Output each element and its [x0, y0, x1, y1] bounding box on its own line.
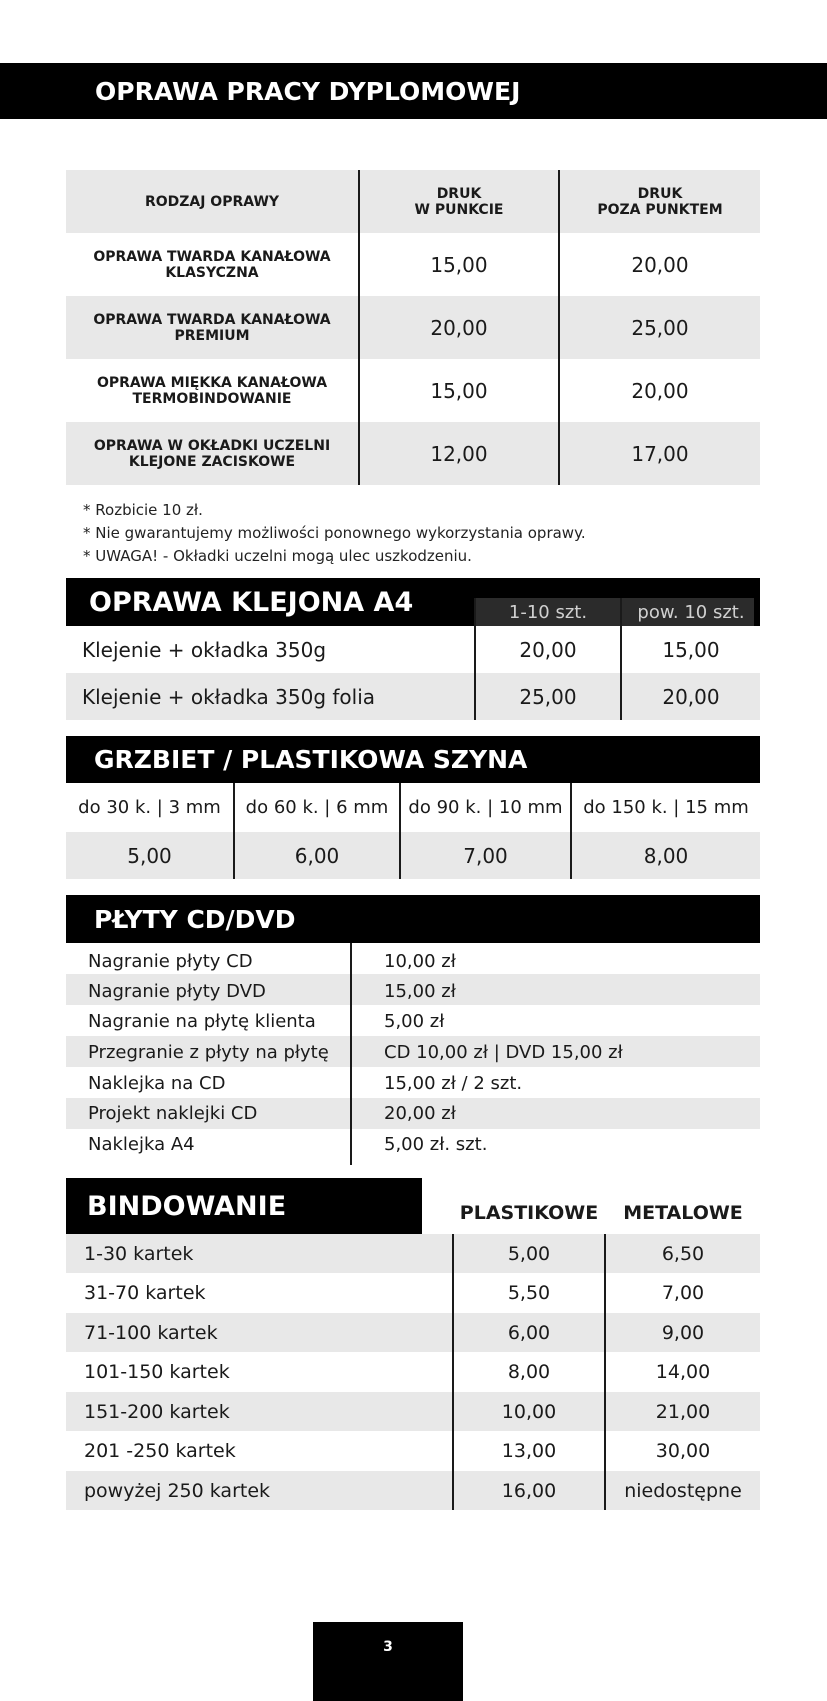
binding-row-metal: niedostępne: [624, 1479, 742, 1502]
thesis-header-type: RODZAJ OPRAWY: [144, 193, 280, 210]
spine-price: 8,00: [643, 843, 689, 868]
cd-row-name: Naklejka A4: [88, 1134, 195, 1155]
spine-size: do 30 k. | 3 mm: [78, 797, 221, 818]
thesis-header-out: DRUK POZA PUNKTEM: [597, 185, 723, 218]
binding-row-metal: 14,00: [655, 1361, 711, 1383]
binding-row-metal: 7,00: [661, 1282, 705, 1304]
column-divider: [474, 598, 476, 720]
glued-title: OPRAWA KLEJONA A4: [89, 586, 414, 618]
thesis-row-name: OPRAWA MIĘKKA KANAŁOWA TERMOBINDOWANIE: [96, 374, 328, 407]
column-divider: [233, 783, 235, 879]
spine-title: GRZBIET / PLASTIKOWA SZYNA: [94, 745, 528, 774]
glued-row-a: 25,00: [519, 684, 577, 709]
thesis-row-out: 25,00: [631, 315, 689, 340]
binding-row-plastic: 16,00: [501, 1479, 557, 1502]
binding-row-plastic: 5,50: [507, 1282, 551, 1304]
thesis-notes: [83, 499, 586, 568]
binding-row-metal: 30,00: [655, 1440, 711, 1462]
glued-row-b: 15,00: [662, 637, 720, 662]
cd-row-name: Przegranie z płyty na płytę: [88, 1042, 329, 1063]
binding-row-plastic: 10,00: [501, 1400, 557, 1423]
cd-row-name: Nagranie płyty CD: [88, 951, 253, 972]
cd-row-price: 20,00 zł: [384, 1103, 456, 1124]
glued-row-name: Klejenie + okładka 350g folia: [82, 684, 376, 709]
thesis-row-in: 15,00: [430, 378, 488, 403]
binding-row-name: 201 -250 kartek: [84, 1440, 236, 1462]
binding-row-name: 151-200 kartek: [84, 1400, 230, 1423]
binding-row-name: 31-70 kartek: [84, 1282, 206, 1304]
column-divider: [558, 170, 560, 485]
cd-row-name: Nagranie na płytę klienta: [88, 1011, 316, 1032]
column-divider: [350, 943, 352, 1165]
binding-row-metal: 21,00: [655, 1400, 711, 1423]
glued-row-a: 20,00: [519, 637, 577, 662]
cd-row-price: 5,00 zł: [384, 1011, 445, 1032]
note-line: * Nie gwarantujemy możliwości ponownego wykorzystania oprawy.: [83, 524, 586, 542]
column-divider: [399, 783, 401, 879]
spine-price: 6,00: [294, 843, 340, 868]
cd-row-price: CD 10,00 zł | DVD 15,00 zł: [384, 1042, 623, 1063]
binding-row-plastic: 6,00: [507, 1321, 551, 1344]
binding-row-name: 71-100 kartek: [84, 1321, 218, 1344]
spine-price: 7,00: [463, 843, 508, 868]
glued-row-b: 20,00: [662, 684, 720, 709]
cd-row-name: Nagranie płyty DVD: [88, 981, 266, 1002]
column-divider: [358, 170, 360, 485]
thesis-header-in: DRUK W PUNKCIE: [414, 185, 504, 218]
cd-row-price: 5,00 zł. szt.: [384, 1134, 488, 1155]
spine-size: do 90 k. | 10 mm: [408, 797, 563, 818]
binding-row-name: 101-150 kartek: [84, 1361, 230, 1383]
binding-title: BINDOWANIE: [87, 1190, 287, 1222]
thesis-row-out: 20,00: [631, 252, 689, 277]
cd-row-name: Projekt naklejki CD: [88, 1103, 258, 1124]
binding-row-plastic: 8,00: [507, 1361, 551, 1383]
thesis-row-out: 20,00: [631, 378, 689, 403]
binding-row-plastic: 13,00: [501, 1440, 557, 1462]
glued-col2-header: pow. 10 szt.: [637, 601, 745, 623]
binding-row-metal: 6,50: [661, 1242, 705, 1265]
page-number: 3: [383, 1639, 393, 1655]
binding-col1-header: PLASTIKOWE: [459, 1202, 599, 1224]
cd-title: PŁYTY CD/DVD: [94, 904, 296, 934]
column-divider: [604, 1234, 606, 1510]
spine-size: do 60 k. | 6 mm: [245, 797, 389, 818]
cd-row-name: Naklejka na CD: [88, 1073, 226, 1094]
spine-size: do 150 k. | 15 mm: [583, 797, 749, 818]
binding-col2-header: METALOWE: [623, 1202, 743, 1224]
cd-row-price: 15,00 zł: [384, 981, 456, 1002]
column-divider: [620, 598, 622, 720]
cd-row-price: 15,00 zł / 2 szt.: [384, 1073, 523, 1094]
thesis-row-out: 17,00: [631, 441, 689, 466]
thesis-row-in: 15,00: [430, 252, 488, 277]
thesis-row-name: OPRAWA TWARDA KANAŁOWA KLASYCZNA: [93, 248, 331, 281]
note-line: * UWAGA! - Okładki uczelni mogą ulec uszkodzeniu.: [83, 547, 472, 565]
thesis-row-in: 20,00: [430, 315, 488, 340]
cd-row-price: 10,00 zł: [384, 951, 456, 972]
thesis-row-name: OPRAWA TWARDA KANAŁOWA PREMIUM: [93, 311, 331, 344]
thesis-row-in: 12,00: [430, 441, 488, 466]
thesis-title: OPRAWA PRACY DYPLOMOWEJ: [95, 76, 521, 106]
binding-row-name: powyżej 250 kartek: [84, 1479, 271, 1502]
spine-price: 5,00: [127, 843, 172, 868]
binding-row-plastic: 5,00: [507, 1242, 551, 1265]
thesis-row-name: OPRAWA W OKŁADKI UCZELNI KLEJONE ZACISKOWE: [93, 437, 331, 470]
column-divider: [570, 783, 572, 879]
glued-row-name: Klejenie + okładka 350g: [82, 637, 327, 662]
binding-row-metal: 9,00: [661, 1321, 705, 1344]
glued-col1-header: 1-10 szt.: [508, 601, 588, 623]
binding-row-name: 1-30 kartek: [84, 1242, 194, 1265]
column-divider: [452, 1234, 454, 1510]
note-line: * Rozbicie 10 zł.: [83, 501, 203, 519]
